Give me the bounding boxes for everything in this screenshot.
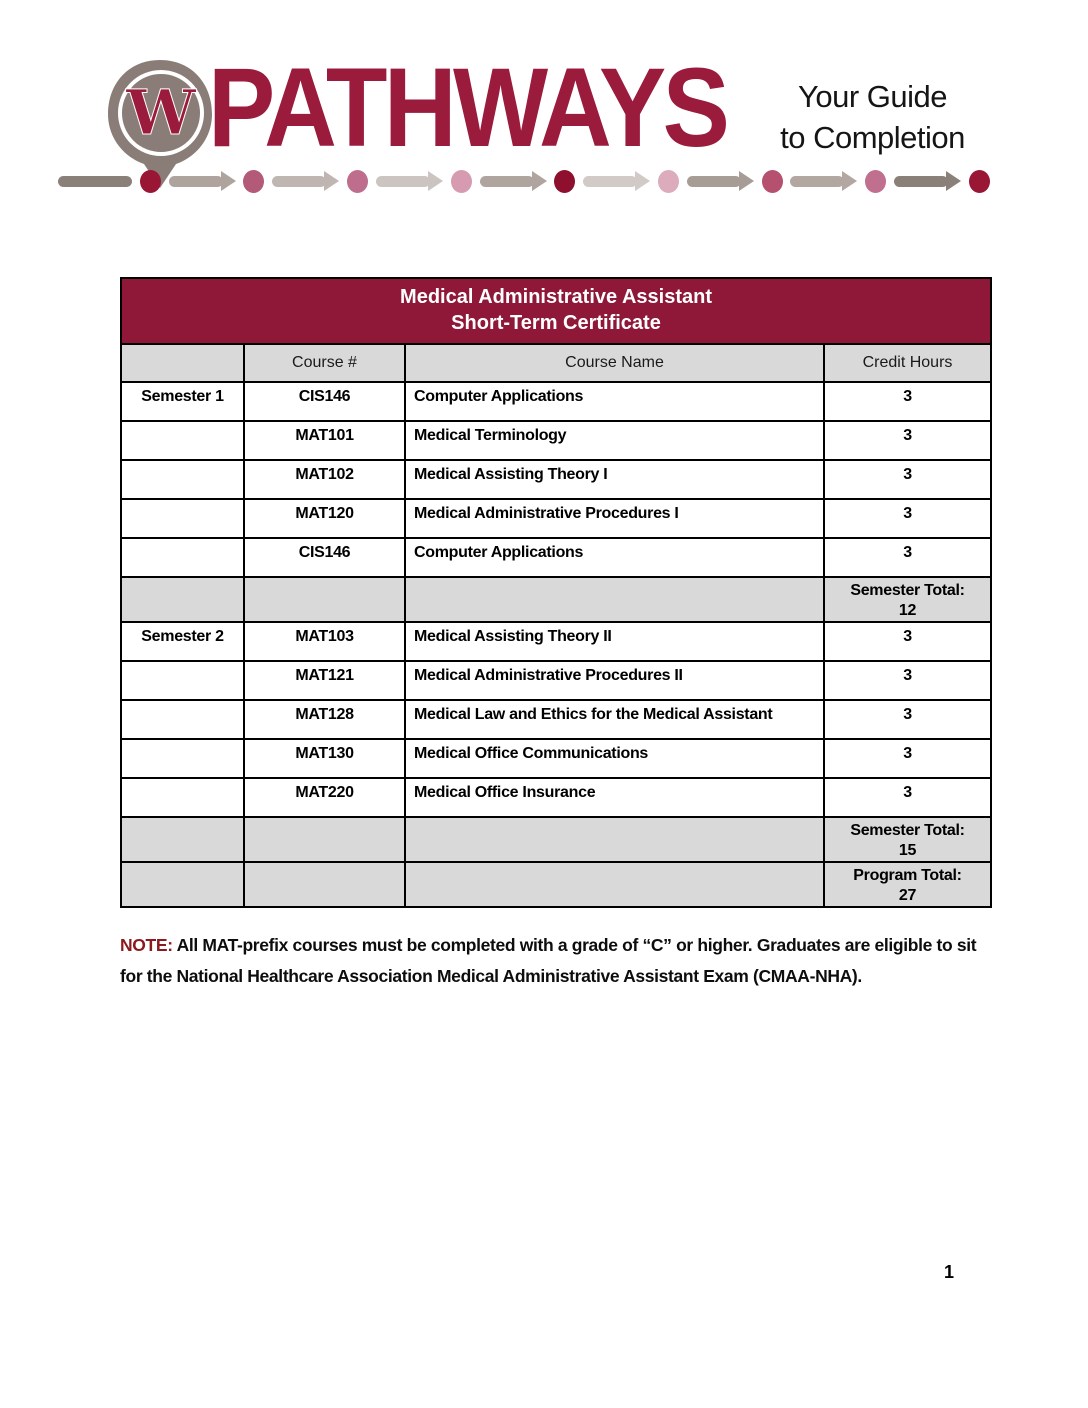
course-row	[121, 700, 991, 739]
cell-credit-hours: 3	[824, 700, 991, 739]
total-cell	[824, 817, 991, 862]
cell-course-name: Computer Applications	[405, 382, 824, 421]
total-empty-cell	[244, 862, 405, 907]
cell-credit-hours: 3	[824, 622, 991, 661]
cell-semester: Semester 2	[121, 622, 244, 661]
cell-course-number: MAT220	[244, 778, 405, 817]
cell-course-number: MAT101	[244, 421, 405, 460]
table-title-row	[121, 278, 991, 344]
table-title	[121, 278, 991, 344]
cell-course-name: Computer Applications	[405, 538, 824, 577]
total-empty-cell	[405, 577, 824, 622]
tagline	[770, 76, 975, 158]
logo-letter: W	[126, 76, 196, 149]
course-row	[121, 778, 991, 817]
path-dot-icon	[451, 170, 472, 193]
note-paragraph	[120, 930, 1000, 992]
path-dot-icon	[762, 170, 783, 193]
cell-course-name: Medical Office Insurance	[405, 778, 824, 817]
pathway-strip	[58, 166, 990, 196]
path-bar-icon	[58, 176, 132, 187]
path-dot-icon	[554, 170, 575, 193]
total-empty-cell	[405, 862, 824, 907]
cell-credit-hours: 3	[824, 421, 991, 460]
course-table	[120, 277, 992, 908]
page-number: 1	[944, 1262, 955, 1282]
path-dot-icon	[658, 170, 679, 193]
cell-semester	[121, 778, 244, 817]
course-row	[121, 382, 991, 421]
column-header-semester	[121, 344, 244, 382]
tagline-line-1: Your Guide	[798, 79, 947, 114]
cell-course-name: Medical Terminology	[405, 421, 824, 460]
cell-course-name: Medical Administrative Procedures I	[405, 499, 824, 538]
cell-course-name: Medical Administrative Procedures II	[405, 661, 824, 700]
cell-course-number: MAT103	[244, 622, 405, 661]
cell-semester	[121, 739, 244, 778]
cell-course-name: Medical Law and Ethics for the Medical Assistant	[405, 700, 824, 739]
cell-credit-hours: 3	[824, 499, 991, 538]
course-row	[121, 739, 991, 778]
total-empty-cell	[244, 817, 405, 862]
cell-credit-hours: 3	[824, 739, 991, 778]
path-dot-icon	[865, 170, 886, 193]
path-arrow-icon	[480, 171, 547, 191]
cell-course-number: MAT128	[244, 700, 405, 739]
total-row	[121, 577, 991, 622]
path-dot-icon	[140, 170, 161, 193]
column-header-course-name: Course Name	[405, 344, 824, 382]
total-label-text: Program Total:	[853, 867, 962, 884]
total-row	[121, 862, 991, 907]
total-value: 15	[898, 842, 917, 859]
cell-course-number: CIS146	[244, 382, 405, 421]
total-cell	[824, 577, 991, 622]
total-empty-cell	[405, 817, 824, 862]
cell-semester	[121, 460, 244, 499]
cell-credit-hours: 3	[824, 538, 991, 577]
total-empty-cell	[121, 817, 244, 862]
course-row	[121, 538, 991, 577]
path-arrow-icon	[376, 171, 443, 191]
column-header-course-number: Course #	[244, 344, 405, 382]
course-table-body	[121, 278, 991, 907]
cell-credit-hours: 3	[824, 460, 991, 499]
path-arrow-icon	[583, 171, 650, 191]
path-arrow-icon	[894, 171, 961, 191]
brand-title: PATHWAYS	[208, 45, 727, 170]
cell-course-name: Medical Assisting Theory I	[405, 460, 824, 499]
path-dot-icon	[243, 170, 264, 193]
cell-semester	[121, 661, 244, 700]
course-row	[121, 460, 991, 499]
cell-course-number: MAT120	[244, 499, 405, 538]
path-arrow-icon	[687, 171, 754, 191]
cell-credit-hours: 3	[824, 382, 991, 421]
path-dot-icon	[969, 170, 990, 193]
cell-course-number: MAT102	[244, 460, 405, 499]
total-value: 12	[898, 602, 917, 619]
cell-semester	[121, 421, 244, 460]
cell-semester	[121, 499, 244, 538]
note-label: NOTE:	[120, 935, 173, 955]
total-empty-cell	[121, 577, 244, 622]
course-row	[121, 661, 991, 700]
cell-course-number: CIS146	[244, 538, 405, 577]
total-label-text: Semester Total:	[850, 822, 965, 839]
path-arrow-icon	[790, 171, 857, 191]
note-text: All MAT-prefix courses must be completed with a grade of “C” or higher. Graduates are eligible to sit for the National Healthcare Association Medical Administrative Assistant Exam (CMAA-NHA).	[120, 935, 977, 986]
cell-semester: Semester 1	[121, 382, 244, 421]
table-title-line-1: Medical Administrative Assistant	[400, 286, 712, 308]
cell-credit-hours: 3	[824, 661, 991, 700]
cell-semester	[121, 700, 244, 739]
cell-semester	[121, 538, 244, 577]
path-arrow-icon	[169, 171, 236, 191]
total-value: 27	[898, 887, 917, 904]
course-row	[121, 421, 991, 460]
cell-course-number: MAT130	[244, 739, 405, 778]
path-dot-icon	[347, 170, 368, 193]
column-header-credit-hours: Credit Hours	[824, 344, 991, 382]
total-cell	[824, 862, 991, 907]
path-arrow-icon	[272, 171, 339, 191]
total-row	[121, 817, 991, 862]
total-empty-cell	[121, 862, 244, 907]
cell-credit-hours: 3	[824, 778, 991, 817]
tagline-line-2: to Completion	[780, 120, 965, 155]
table-header-row	[121, 344, 991, 382]
course-row	[121, 622, 991, 661]
table-title-line-2: Short-Term Certificate	[451, 312, 661, 334]
cell-course-name: Medical Assisting Theory II	[405, 622, 824, 661]
cell-course-name: Medical Office Communications	[405, 739, 824, 778]
total-empty-cell	[244, 577, 405, 622]
total-label-text: Semester Total:	[850, 582, 965, 599]
cell-course-number: MAT121	[244, 661, 405, 700]
course-row	[121, 499, 991, 538]
